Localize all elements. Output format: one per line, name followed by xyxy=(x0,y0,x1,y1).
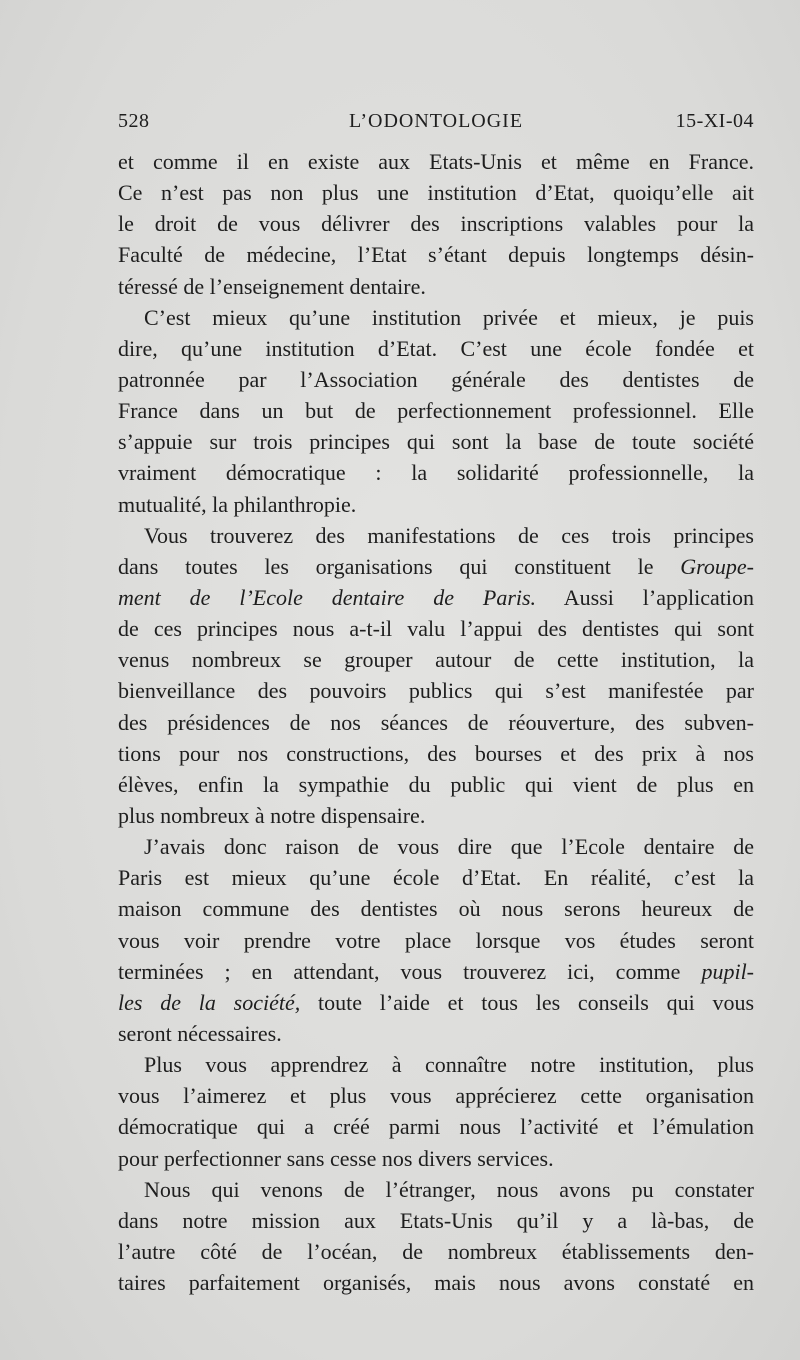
text-fragment: dans toutes les organisations qui constituent le xyxy=(118,553,654,579)
text-line xyxy=(118,582,754,613)
text-line: vous l’aimerez et plus vous apprécierez cette organisation xyxy=(118,1083,754,1109)
paragraph xyxy=(118,956,754,987)
text-line: taires parfaitement organisés, mais nous avons constaté en xyxy=(118,1270,754,1296)
paragraph xyxy=(118,800,754,831)
paragraph xyxy=(118,1111,754,1142)
text-line xyxy=(118,551,754,582)
text-line: Nous qui venons de l’étranger, nous avons pu constater xyxy=(144,1176,754,1202)
text-line: des présidences de nos séances de réouverture, des subven- xyxy=(118,709,754,735)
text-line: dire, qu’une institution d’Etat. C’est une école fondée et xyxy=(118,335,754,361)
italic-title: ment de l’Ecole dentaire de Paris. xyxy=(118,584,537,610)
paragraph xyxy=(118,1267,754,1298)
text-line: maison commune des dentistes où nous serons heureux de xyxy=(118,896,754,922)
paragraph xyxy=(118,177,754,208)
paragraph xyxy=(118,893,754,924)
paragraph xyxy=(118,333,754,364)
text-line: venus nombreux se grouper autour de cette institution, la xyxy=(118,647,754,673)
paragraph xyxy=(118,675,754,706)
italic-title: Groupe- xyxy=(680,553,755,579)
paragraph xyxy=(118,395,754,426)
text-line: vous voir prendre votre place lorsque vos études seront xyxy=(118,927,754,953)
paragraph xyxy=(118,738,754,769)
paragraph xyxy=(118,551,754,582)
paragraph xyxy=(118,613,754,644)
paragraph xyxy=(118,644,754,675)
text-line: France dans un but de perfectionnement professionnel. Elle xyxy=(118,398,754,424)
body-text xyxy=(118,146,754,1298)
text-line: seront nécessaires. xyxy=(118,1020,282,1046)
running-head xyxy=(118,110,754,140)
paragraph xyxy=(118,520,754,551)
paragraph xyxy=(118,239,754,270)
text-line xyxy=(118,987,754,1018)
text-line: de ces principes nous a-t-il valu l’appui des dentistes qui sont xyxy=(118,616,754,642)
text-line: l’autre côté de l’océan, de nombreux établissements den- xyxy=(118,1238,754,1264)
text-fragment: terminées ; en attendant, vous trouverez ici, comme xyxy=(118,958,681,984)
paragraph xyxy=(118,271,754,302)
text-line: Ce n’est pas non plus une institution d’Etat, quoiqu’elle ait xyxy=(118,180,754,206)
paragraph xyxy=(118,925,754,956)
text-line: le droit de vous délivrer des inscriptions valables pour la xyxy=(118,211,754,237)
text-line: téressé de l’enseignement dentaire. xyxy=(118,273,426,299)
text-fragment: toute l’aide et tous les conseils qui vous xyxy=(318,989,755,1015)
text-line: s’appuie sur trois principes qui sont la base de toute société xyxy=(118,429,754,455)
text-line: C’est mieux qu’une institution privée et mieux, je puis xyxy=(144,304,754,330)
paragraph xyxy=(118,987,754,1018)
text-line xyxy=(118,956,754,987)
italic-phrase: pupil- xyxy=(701,958,755,984)
issue-date: 15-XI-04 xyxy=(675,110,754,132)
paragraph xyxy=(118,707,754,738)
text-line: et comme il en existe aux Etats-Unis et même en France. xyxy=(118,149,754,174)
paragraph xyxy=(118,1049,754,1080)
paragraph xyxy=(118,1174,754,1205)
paragraph xyxy=(118,1236,754,1267)
paragraph xyxy=(118,302,754,333)
text-line: J’avais donc raison de vous dire que l’Ecole dentaire de xyxy=(144,834,754,860)
text-line: mutualité, la philanthropie. xyxy=(118,491,357,517)
paragraph xyxy=(118,1205,754,1236)
paragraph xyxy=(118,489,754,520)
paragraph xyxy=(118,862,754,893)
text-line: plus nombreux à notre dispensaire. xyxy=(118,802,426,828)
paragraph xyxy=(118,1080,754,1111)
paragraph xyxy=(118,831,754,862)
paragraph xyxy=(118,208,754,239)
page-number: 528 xyxy=(118,110,150,132)
paragraph xyxy=(118,582,754,613)
text-line: Paris est mieux qu’une école d’Etat. En réalité, c’est la xyxy=(118,865,754,891)
paragraph xyxy=(118,146,754,177)
text-line: dans notre mission aux Etats-Unis qu’il y a là-bas, de xyxy=(118,1207,754,1233)
paragraph xyxy=(118,1018,754,1049)
paragraph xyxy=(118,364,754,395)
paragraph xyxy=(118,769,754,800)
paragraph xyxy=(118,457,754,488)
text-line: tions pour nos constructions, des bourses et des prix à nos xyxy=(118,740,754,766)
journal-title: L’ODONTOLOGIE xyxy=(348,110,524,132)
text-line: démocratique qui a créé parmi nous l’activité et l’émulation xyxy=(118,1114,754,1140)
italic-phrase: les de la société, xyxy=(118,989,301,1015)
text-line: Vous trouverez des manifestations de ces trois principes xyxy=(144,522,754,548)
paragraph xyxy=(118,1143,754,1174)
text-line: patronnée par l’Association générale des dentistes de xyxy=(118,366,754,392)
paragraph xyxy=(118,426,754,457)
text-line: bienveillance des pouvoirs publics qui s’est manifestée par xyxy=(118,678,754,704)
text-line: Plus vous apprendrez à connaître notre institution, plus xyxy=(144,1052,754,1078)
text-line: pour perfectionner sans cesse nos divers services. xyxy=(118,1145,554,1171)
text-line: vraiment démocratique : la solidarité professionnelle, la xyxy=(118,460,754,486)
text-line: Faculté de médecine, l’Etat s’étant depuis longtemps désin- xyxy=(118,242,754,268)
text-fragment: Aussi l’application xyxy=(563,584,754,610)
text-line: élèves, enfin la sympathie du public qui vient de plus en xyxy=(118,771,754,797)
